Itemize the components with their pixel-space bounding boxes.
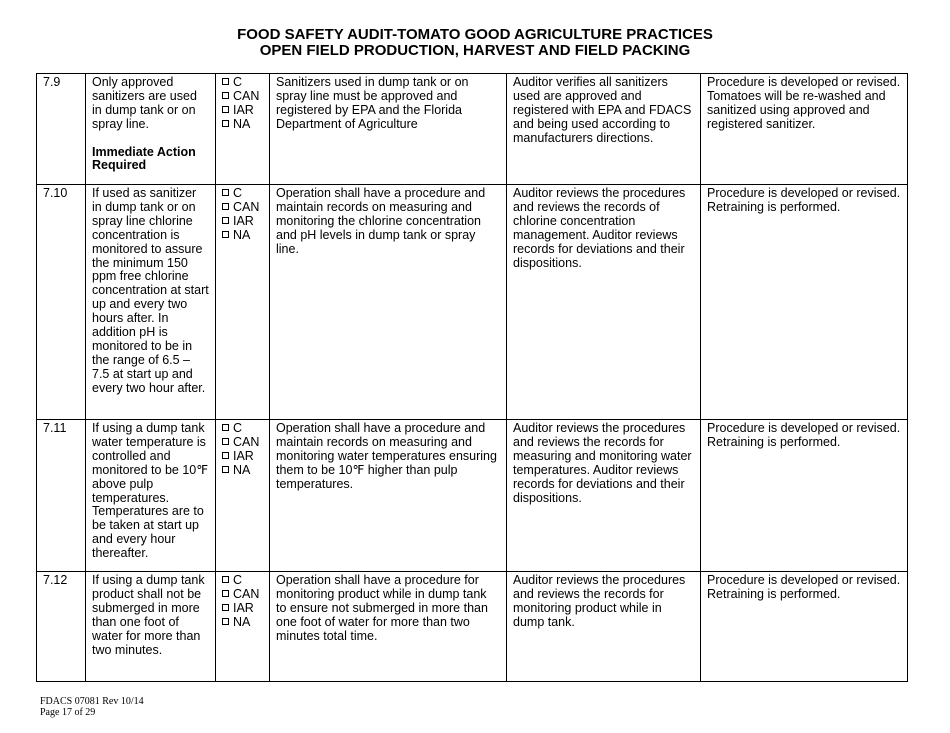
checkbox-icon	[222, 576, 229, 583]
compliance-cell: Operation shall have a procedure and maintain records on measuring and monitoring the chlorine concentration and pH levels in dump tank or spray line.	[270, 185, 507, 420]
table-row	[37, 185, 908, 420]
requirement-text: Only approved sanitizers are used in dump tank or on spray line.	[92, 75, 197, 131]
option-can[interactable]: CAN	[222, 588, 263, 602]
table-row	[37, 74, 908, 185]
checkbox-icon	[222, 604, 229, 611]
requirement-cell	[86, 74, 216, 185]
verification-cell: Auditor reviews the procedures and reviews the records for monitoring product while in dump tank.	[507, 572, 701, 682]
audit-table	[36, 73, 908, 682]
checkbox-icon	[222, 452, 229, 459]
rating-options	[216, 185, 270, 420]
option-c[interactable]: C	[222, 574, 263, 588]
checkbox-icon	[222, 466, 229, 473]
checkbox-icon	[222, 590, 229, 597]
requirement-cell: If used as sanitizer in dump tank or on spray line chlorine concentration is monitored to assure the minimum 150 ppm free chlorine concentration at start up and every two hours after. In addition pH is monitored to be in the range of 6.5 – 7.5 at start up and every two hour after.	[86, 185, 216, 420]
checkbox-icon	[222, 120, 229, 127]
option-c[interactable]: C	[222, 76, 263, 90]
option-c[interactable]: C	[222, 187, 263, 201]
option-can[interactable]: CAN	[222, 201, 263, 215]
compliance-cell: Operation shall have a procedure and maintain records on measuring and monitoring water temperatures ensuring them to be 10℉ higher than pulp temperatures.	[270, 420, 507, 572]
item-number: 7.11	[37, 420, 86, 572]
form-id: FDACS 07081 Rev 10/14	[40, 696, 144, 707]
checkbox-icon	[222, 203, 229, 210]
option-na[interactable]: NA	[222, 616, 263, 630]
checkbox-icon	[222, 231, 229, 238]
requirement-cell: If using a dump tank product shall not be submerged in more than one foot of water for more than two minutes.	[86, 572, 216, 682]
checkbox-icon	[222, 217, 229, 224]
checkbox-icon	[222, 438, 229, 445]
page-number: Page 17 of 29	[40, 707, 96, 718]
option-iar[interactable]: IAR	[222, 215, 263, 229]
option-can[interactable]: CAN	[222, 436, 263, 450]
option-can[interactable]: CAN	[222, 90, 263, 104]
verification-cell: Auditor verifies all sanitizers used are approved and registered with EPA and FDACS and being used according to manufacturers directions.	[507, 74, 701, 185]
checkbox-icon	[222, 92, 229, 99]
corrective-action-cell: Procedure is developed or revised. Retraining is performed.	[701, 185, 908, 420]
verification-cell: Auditor reviews the procedures and reviews the records for measuring and monitoring water temperatures. Auditor reviews records for deviations and their dispositions.	[507, 420, 701, 572]
option-na[interactable]: NA	[222, 229, 263, 243]
corrective-action-cell: Procedure is developed or revised. Retraining is performed.	[701, 572, 908, 682]
verification-cell: Auditor reviews the procedures and reviews the records of chlorine concentration management. Auditor reviews records for deviations and their dispositions.	[507, 185, 701, 420]
compliance-cell: Operation shall have a procedure for monitoring product while in dump tank to ensure not submerged in more than one foot of water for more than two minutes total time.	[270, 572, 507, 682]
item-number: 7.9	[37, 74, 86, 185]
page-title-line-2: OPEN FIELD PRODUCTION, HARVEST AND FIELD PACKING	[259, 42, 691, 59]
corrective-action-cell: Procedure is developed or revised. Tomatoes will be re-washed and sanitized using approved and registered sanitizer.	[701, 74, 908, 185]
item-number: 7.10	[37, 185, 86, 420]
page-title-line-1: FOOD SAFETY AUDIT-TOMATO GOOD AGRICULTURE PRACTICES	[237, 26, 713, 43]
table-row	[37, 572, 908, 682]
option-iar[interactable]: IAR	[222, 450, 263, 464]
option-c[interactable]: C	[222, 422, 263, 436]
checkbox-icon	[222, 106, 229, 113]
checkbox-icon	[222, 189, 229, 196]
requirement-cell: If using a dump tank water temperature is controlled and monitored to be 10℉ above pulp temperatures. Temperatures are to be taken at start up and every hour thereafter.	[86, 420, 216, 572]
corrective-action-cell: Procedure is developed or revised. Retraining is performed.	[701, 420, 908, 572]
checkbox-icon	[222, 618, 229, 625]
compliance-cell: Sanitizers used in dump tank or on spray line must be approved and registered by EPA and the Florida Department of Agriculture	[270, 74, 507, 185]
option-na[interactable]: NA	[222, 118, 263, 132]
option-na[interactable]: NA	[222, 464, 263, 478]
checkbox-icon	[222, 78, 229, 85]
rating-options	[216, 420, 270, 572]
option-iar[interactable]: IAR	[222, 104, 263, 118]
item-number: 7.12	[37, 572, 86, 682]
rating-options	[216, 74, 270, 185]
option-iar[interactable]: IAR	[222, 602, 263, 616]
immediate-action-note: Immediate Action Required	[92, 144, 196, 173]
rating-options	[216, 572, 270, 682]
table-row	[37, 420, 908, 572]
checkbox-icon	[222, 424, 229, 431]
